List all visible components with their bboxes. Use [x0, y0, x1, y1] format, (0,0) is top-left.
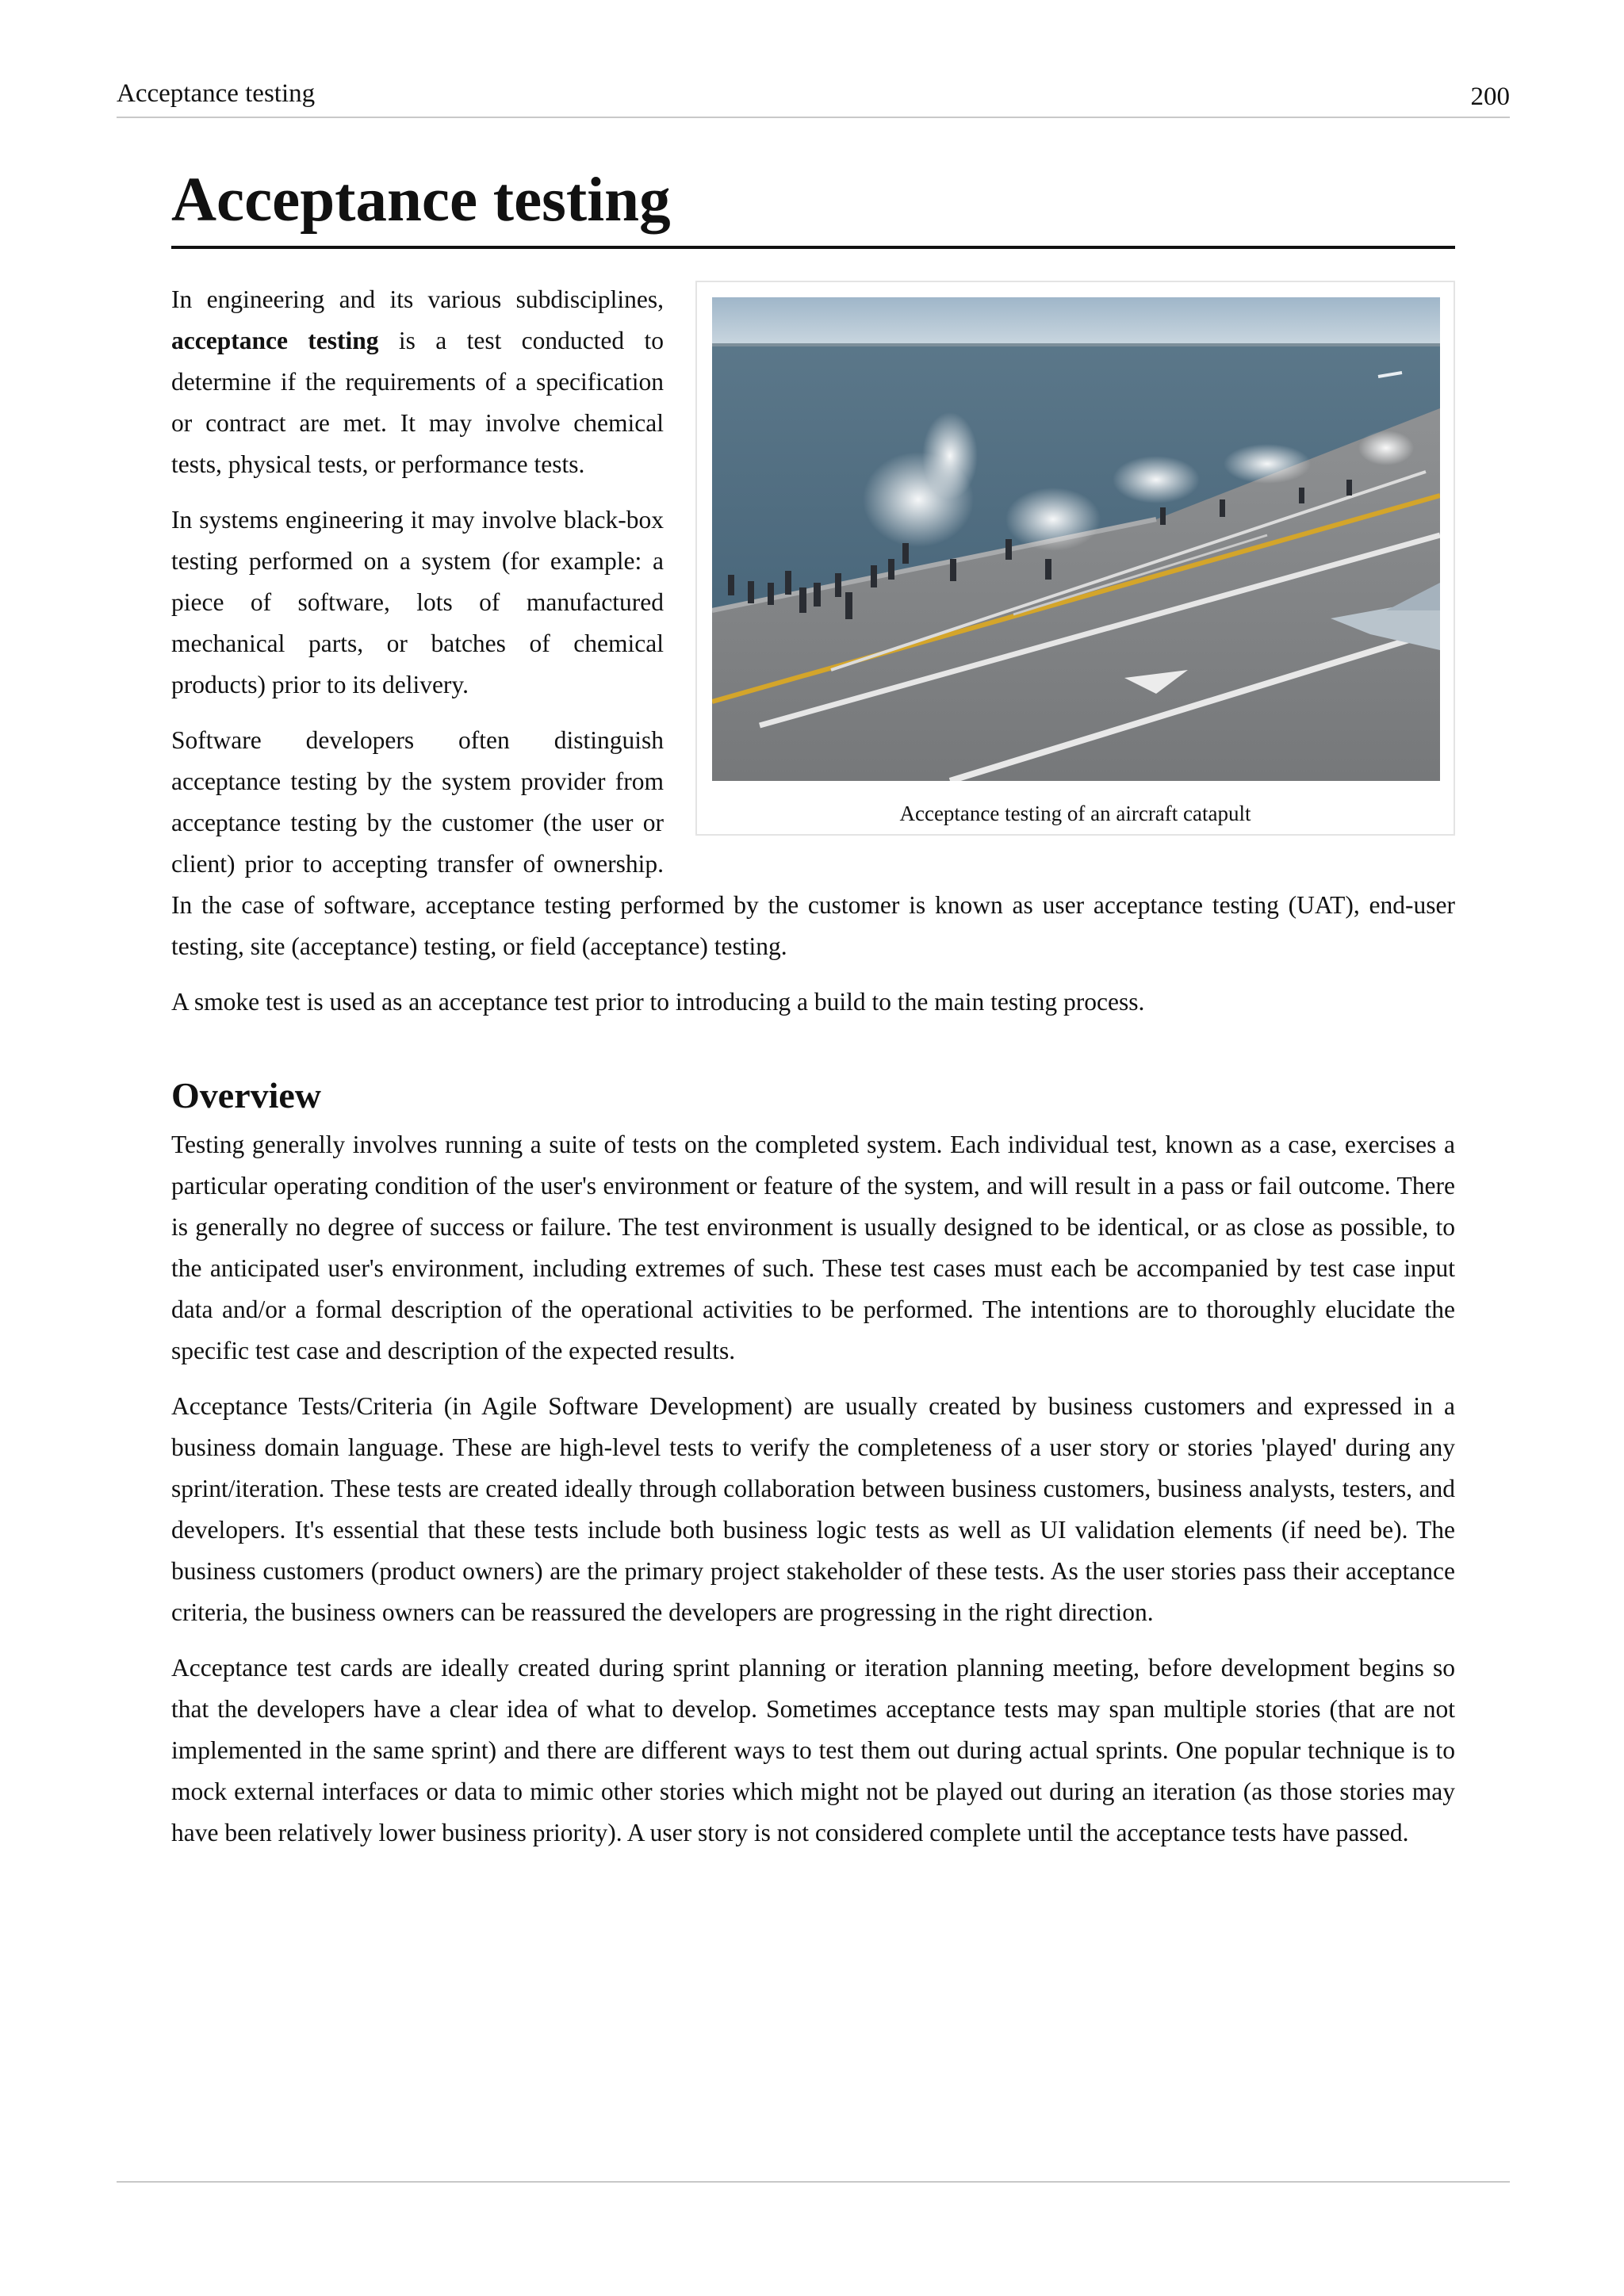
article — [171, 157, 1455, 1868]
page-number: 200 — [1470, 82, 1510, 111]
figure — [695, 281, 1455, 836]
running-title: Acceptance testing — [117, 79, 316, 108]
page-header — [117, 79, 1510, 118]
article-body — [171, 279, 1455, 1854]
intro-paragraph-1: In engineering and its various subdisciplines, acceptance testing is a test conducted to determine if the requirements of a specification or contract are met. It may involve chemical tests, physical tests, or performance tests. — [171, 285, 664, 478]
footer-rule — [117, 2181, 1510, 2183]
term-acceptance-testing: acceptance testing — [171, 327, 379, 354]
intro-paragraph-4: A smoke test is used as an acceptance test prior to introducing a build to the main testing process. — [171, 988, 1145, 1016]
section-heading-overview: Overview — [171, 1075, 322, 1115]
intro-paragraph-2: In systems engineering it may involve black-box testing performed on a system (for example: a piece of software, lots of manufactured mechanical parts, or batches of chemical products) prior to its delivery. — [171, 506, 664, 698]
overview-paragraph-2: Acceptance Tests/Criteria (in Agile Software Development) are usually created by business customers and expressed in a business domain language. These are high-level tests to verify the completeness of a user story or stories 'played' during any sprint/iteration. These tests are created ideally through collaboration between business customers, business analysts, testers, and developers. It's essential that these tests include both business logic tests as well as UI validation elements (if need be). The business customers (product owners) are the primary project stakeholder of these tests. As the user stories pass their acceptance criteria, the business owners can be reassured the developers are progressing in the right direction. — [171, 1392, 1455, 1626]
overview-paragraph-3: Acceptance test cards are ideally created during sprint planning or iteration planning meeting, before development begins so that the developers have a clear idea of what to develop. Sometimes acceptance tests may span multiple stories (that are not implemented in the same sprint) and there are different ways to test them out during actual sprints. One popular technique is to mock external interfaces or data to mimic other stories which might not be played out during an iteration (as those stories may have been relatively lower business priority). A user story is not considered complete until the acceptance tests have passed. — [171, 1654, 1455, 1846]
intro-paragraph-3: Software developers often distinguish acceptance testing by the system provider from acceptance testing by the customer (the user or client) prior to accepting transfer of ownership. In the case of software, acceptance testing performed by the customer is known as user acceptance testing (UAT), end-user testing, site (acceptance) testing, or field (acceptance) testing. — [171, 726, 1455, 960]
overview-paragraph-1: Testing generally involves running a suite of tests on the completed system. Each individual test, known as a case, exercises a particular operating condition of the user's environment or feature of the system, and will result in a pass or fail outcome. There is generally no degree of success or failure. The test environment is usually designed to be identical, or as close as possible, to the anticipated user's environment, including extremes of such. These test cases must each be accompanied by test case input data and/or a formal description of the operational activities to be performed. The intentions are to thoroughly elucidate the specific test case and description of the expected results. — [171, 1131, 1455, 1364]
figure-caption: Acceptance testing of an aircraft catapult — [899, 802, 1251, 825]
article-title: Acceptance testing — [171, 157, 1455, 249]
aircraft-carrier-catapult-photo — [712, 297, 1440, 781]
